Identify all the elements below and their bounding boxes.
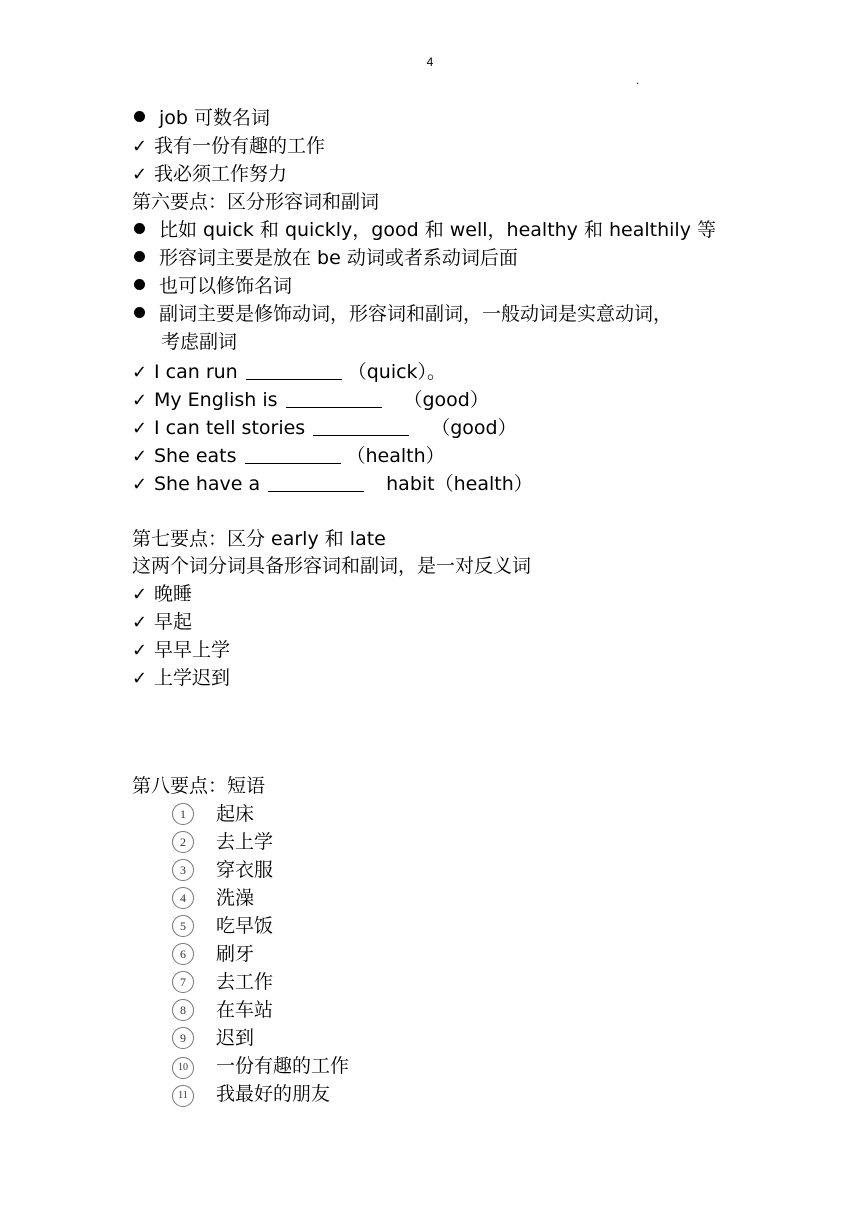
list-item-text: 一份有趣的工作 xyxy=(216,1055,350,1077)
bullet-item xyxy=(134,274,292,298)
bullet-item xyxy=(134,106,270,130)
check-text: 晚睡 xyxy=(154,583,193,605)
list-item-text: 穿衣服 xyxy=(216,859,274,881)
answer-blank[interactable] xyxy=(245,445,341,464)
answer-blank[interactable] xyxy=(313,417,409,436)
exercise-item xyxy=(132,360,446,385)
circled-number: 6 xyxy=(172,943,194,965)
answer-blank[interactable] xyxy=(286,389,382,408)
list-item-text: 迟到 xyxy=(216,1027,255,1049)
answer-blank[interactable] xyxy=(246,361,342,380)
list-item xyxy=(172,914,273,938)
check-item xyxy=(132,134,325,159)
answer-blank[interactable] xyxy=(268,473,364,492)
section-intro: 这两个词分词具备形容词和副词，是一对反义词 xyxy=(132,555,532,577)
bullet-dot-icon xyxy=(134,111,145,122)
checkmark-icon: ✓ xyxy=(132,418,148,439)
list-item-text: 洗澡 xyxy=(216,887,255,909)
checkmark-icon: ✓ xyxy=(132,164,148,185)
checkmark-icon: ✓ xyxy=(132,640,148,661)
exercise-text: My English is xyxy=(154,389,278,411)
check-item xyxy=(132,666,230,691)
top-mark: . xyxy=(636,76,640,87)
bullet-text: 比如 quick 和 quickly，good 和 well，healthy 和 healthily 等 xyxy=(159,219,716,241)
circled-number: 1 xyxy=(172,803,194,825)
list-item-text: 我最好的朋友 xyxy=(216,1083,331,1105)
bullet-continuation: 考虑副词 xyxy=(161,331,238,353)
checkmark-icon: ✓ xyxy=(132,136,148,157)
check-item xyxy=(132,582,192,607)
checkmark-icon: ✓ xyxy=(132,612,148,633)
bullet-text: 也可以修饰名词 xyxy=(159,275,293,297)
circled-number: 3 xyxy=(172,859,194,881)
checkmark-icon: ✓ xyxy=(132,474,148,495)
exercise-text: I can tell stories xyxy=(154,417,306,439)
exercise-hint: （quick）。 xyxy=(347,361,447,383)
check-text: 早起 xyxy=(154,611,193,633)
circled-number: 8 xyxy=(172,999,194,1021)
exercise-hint: （good） xyxy=(403,389,489,411)
exercise-hint: （good） xyxy=(431,417,517,439)
bullet-item xyxy=(134,302,672,326)
page-number: 4 xyxy=(426,55,434,69)
exercise-item xyxy=(132,444,445,469)
list-item xyxy=(172,942,254,966)
list-item xyxy=(172,998,273,1022)
bullet-text: job 可数名词 xyxy=(159,107,271,129)
bullet-item xyxy=(134,218,716,242)
circled-number: 4 xyxy=(172,887,194,909)
bullet-dot-icon xyxy=(134,279,145,290)
circled-number: 5 xyxy=(172,915,194,937)
check-text: 早早上学 xyxy=(154,639,231,661)
bullet-dot-icon xyxy=(134,223,145,234)
circled-number: 9 xyxy=(172,1027,194,1049)
list-item xyxy=(172,830,273,854)
checkmark-icon: ✓ xyxy=(132,446,148,467)
list-item-text: 在车站 xyxy=(216,999,274,1021)
checkmark-icon: ✓ xyxy=(132,390,148,411)
checkmark-icon: ✓ xyxy=(132,668,148,689)
circled-number: 2 xyxy=(172,831,194,853)
list-item xyxy=(172,1026,254,1050)
exercise-text: She have a xyxy=(154,473,261,495)
list-item xyxy=(172,1082,330,1107)
exercise-item xyxy=(132,416,517,441)
check-text: 上学迟到 xyxy=(154,667,231,689)
bullet-dot-icon xyxy=(134,307,145,318)
section-heading: 第六要点：区分形容词和副词 xyxy=(132,191,380,213)
bullet-text: 副词主要是修饰动词，形容词和副词，一般动词是实意动词， xyxy=(159,303,673,325)
circled-number: 11 xyxy=(172,1085,194,1107)
list-item-text: 起床 xyxy=(216,803,255,825)
circled-number: 10 xyxy=(172,1057,194,1079)
check-item xyxy=(132,162,287,187)
list-item xyxy=(172,970,273,994)
list-item xyxy=(172,886,254,910)
exercise-item xyxy=(132,388,489,413)
list-item-text: 去工作 xyxy=(216,971,274,993)
exercise-hint: （health） xyxy=(346,445,445,467)
section-heading: 第七要点：区分 early 和 late xyxy=(132,528,386,550)
check-item xyxy=(132,610,192,635)
check-text: 我有一份有趣的工作 xyxy=(154,135,326,157)
circled-number: 7 xyxy=(172,971,194,993)
bullet-text: 形容词主要是放在 be 动词或者系动词后面 xyxy=(159,247,518,269)
check-item xyxy=(132,638,230,663)
list-item-text: 去上学 xyxy=(216,831,274,853)
list-item-text: 刷牙 xyxy=(216,943,255,965)
exercise-hint: habit（health） xyxy=(386,473,533,495)
exercise-text: She eats xyxy=(154,445,237,467)
checkmark-icon: ✓ xyxy=(132,584,148,605)
checkmark-icon: ✓ xyxy=(132,362,148,383)
list-item xyxy=(172,1054,349,1079)
list-item xyxy=(172,802,254,826)
check-text: 我必须工作努力 xyxy=(154,163,288,185)
exercise-item xyxy=(132,472,533,497)
exercise-text: I can run xyxy=(154,361,238,383)
bullet-item xyxy=(134,246,518,270)
list-item-text: 吃早饭 xyxy=(216,915,274,937)
bullet-dot-icon xyxy=(134,251,145,262)
list-item xyxy=(172,858,273,882)
section-heading: 第八要点：短语 xyxy=(132,775,266,797)
